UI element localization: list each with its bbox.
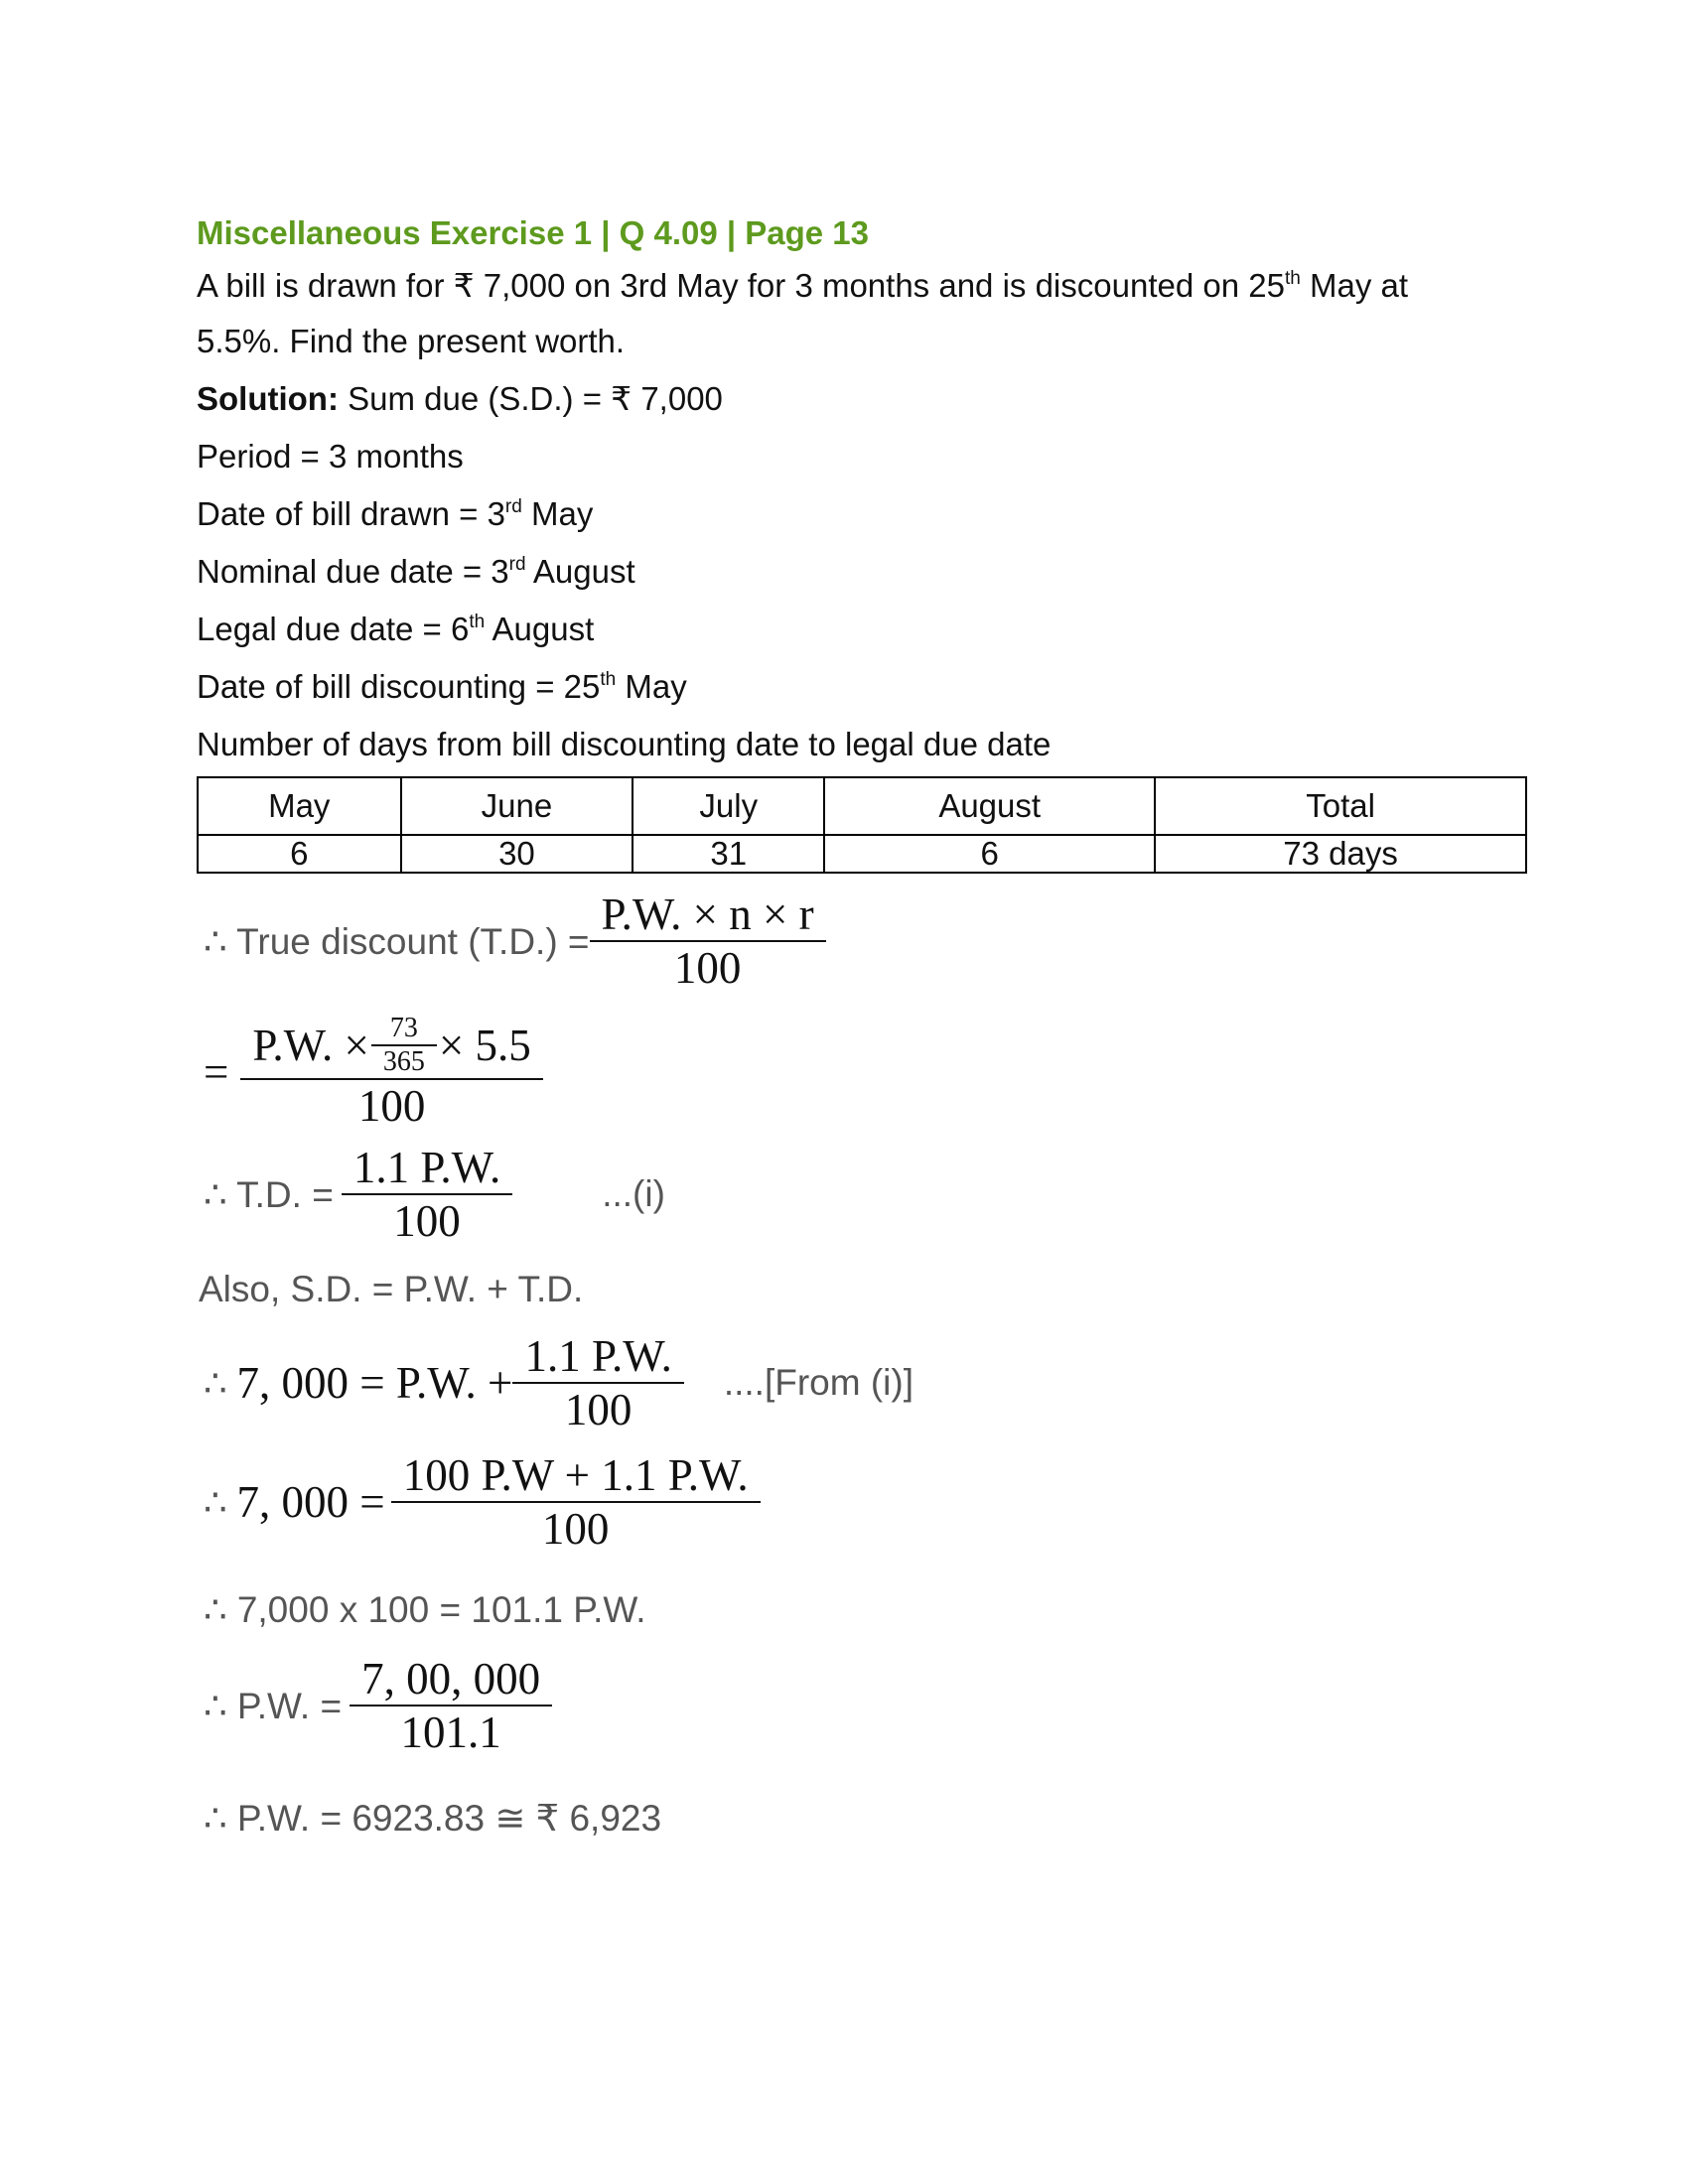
combined-equation: ∴ 7, 000 = $\frac{100 P.W + 1.1 P.W.}{100}$ [204,1449,761,1555]
table-header-cell: July [633,777,824,835]
table-cell: 30 [401,835,633,873]
sd-fraction: $\frac{1.1 P.W.}{100}$ [518,1330,677,1435]
cross-multiply-line: ∴ 7,000 x 100 = 101.1 P.W. [204,1589,646,1630]
sd-equation: ∴ 7, 000 = P.W. + $\frac{1.1 P.W.}{100}$ ....[From (i)] [204,1331,914,1434]
table-cell: 31 [633,835,824,873]
question-line-1: A bill is drawn for ₹ 7,000 on 3rd May for 3 months and is discounted on 25th May at [197,267,1409,304]
question-line-2: 5.5%. Find the present worth. [197,323,626,359]
drawn-date-line: Date of bill drawn = 3rd May [197,495,594,532]
days-intro-line: Number of days from bill discounting date to legal due date [197,726,1052,762]
td-expanded-equation: = P.W. × $\frac{73}{365}$ × 5.5 100 [204,1013,543,1132]
table-row [198,835,1526,873]
exercise-heading: Miscellaneous Exercise 1 | Q 4.09 | Page 13 [197,214,870,251]
td-expanded-fraction: P.W. × $\frac{73}{365}$ × 5.5 100 [246,1013,536,1132]
combined-fraction: $\frac{100 P.W + 1.1 P.W.}{100}$ [397,1449,755,1555]
table-cell: 6 [824,835,1155,873]
equation-tag: ...(i) [602,1173,665,1214]
discount-date-line: Date of bill discounting = 25th May [197,668,687,705]
table-header-cell: May [198,777,401,835]
nominal-due-line: Nominal due date = 3rd August [197,553,635,590]
td-fraction: $\frac{P.W. \times n \times r}{100}$ [596,888,820,994]
days-table [197,776,1527,874]
solution-label: Solution: [197,380,339,417]
table-header-row [198,777,1526,835]
table-header-cell: August [824,777,1155,835]
also-line: Also, S.D. = P.W. + T.D. [199,1269,584,1309]
final-answer-line: ∴ P.W. = 6923.83 ≅ ₹ 6,923 [204,1798,662,1839]
table-cell: 6 [198,835,401,873]
period-line: Period = 3 months [197,438,464,475]
equation-tag: ....[From (i)] [723,1362,914,1403]
sum-due-line: Solution: Sum due (S.D.) = ₹ 7,000 [197,380,723,417]
true-discount-equation: ∴ True discount (T.D.) = $\frac{P.W. \times n \times r}{100}$ [204,888,826,994]
table-header-cell: Total [1155,777,1526,835]
pw-fraction: $\frac{7, 00, 000}{101.1}$ [355,1653,546,1758]
td-simplified-fraction: $\frac{1.1 P.W.}{100}$ [348,1142,506,1247]
days-fraction: $\frac{73}{365}$ [377,1013,431,1078]
table-cell: 73 days [1155,835,1526,873]
td-simplified-equation: ∴ T.D. = $\frac{1.1 P.W.}{100}$ ...(i) [204,1143,665,1246]
legal-due-line: Legal due date = 6th August [197,611,595,647]
table-header-cell: June [401,777,633,835]
document-body [197,208,1527,874]
pw-fraction-equation: ∴ P.W. = $\frac{7, 00, 000}{101.1}$ [204,1653,552,1758]
